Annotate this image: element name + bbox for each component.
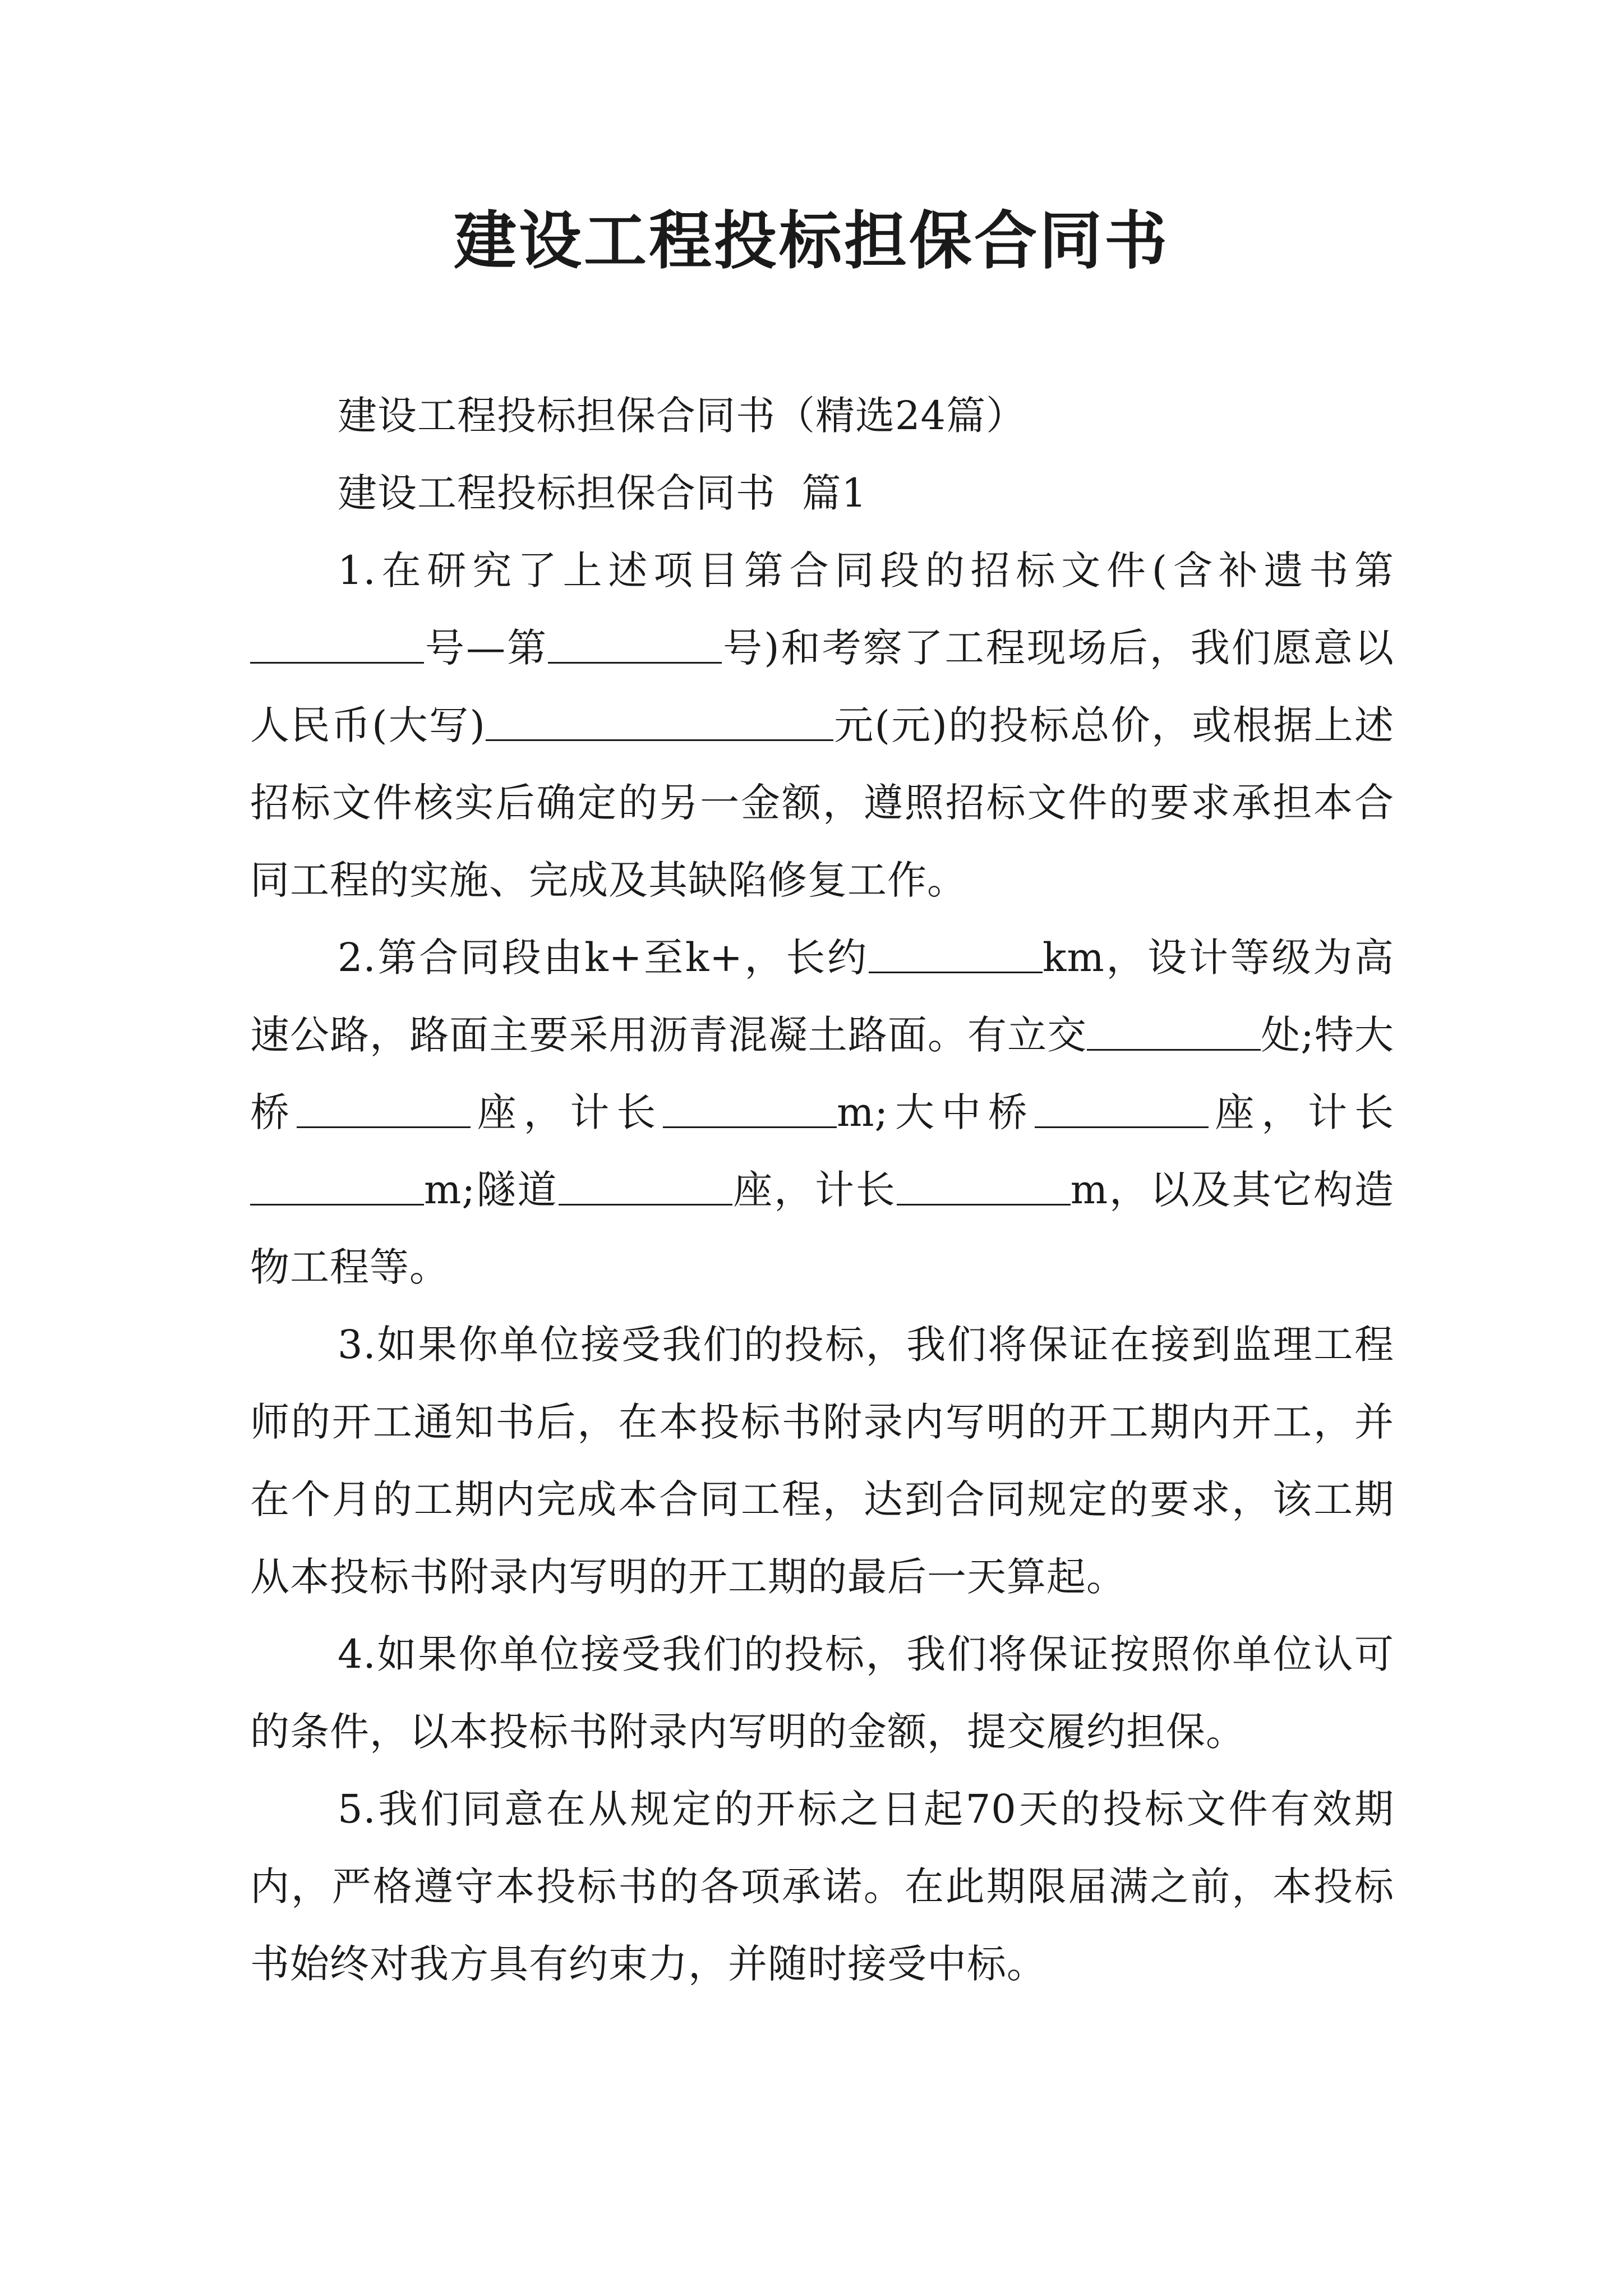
document-body	[250, 377, 1394, 2003]
blank-line	[897, 1166, 1071, 1205]
paragraph-4: 4.如果你单位接受我们的投标，我们将保证按照你单位认可的条件，以本投标书附录内写明的金额，提交履约担保。	[250, 1631, 1394, 1755]
section-heading: 建设工程投标担保合同书 篇1	[338, 470, 868, 516]
paragraph-1	[250, 532, 1394, 919]
paragraph-1-part-4: 元(元)的投标总价，或根据上述招标文件核实后确定的另一金额，遵照招标文件的要求承担本合同工程的实施、完成及其缺陷修复工作。	[250, 702, 1394, 903]
paragraph-2-part-3: 处;特大桥	[250, 1012, 1394, 1135]
paragraph-2-part-7: m;隧道	[424, 1167, 559, 1213]
paragraph-2-part-1: 2.第合同段由k+至k+，长约	[338, 935, 869, 981]
paragraph-2-part-8: 座，计长	[732, 1167, 897, 1213]
blank-line	[548, 624, 722, 664]
blank-line	[250, 624, 424, 664]
blank-line	[663, 1089, 837, 1128]
document-title: 建设工程投标担保合同书	[454, 204, 1169, 278]
paragraph-2-part-2: km，设计等级为高速公路，路面主要采用沥青混凝土路面。有立交	[250, 935, 1394, 1058]
paragraph-2-part-4: 座，计长	[470, 1089, 663, 1135]
paragraph-3: 3.如果你单位接受我们的投标，我们将保证在接到监理工程师的开工通知书后，在本投标书附录内写明的开工期内开工，并在个月的工期内完成本合同工程，达到合同规定的要求，该工期从本投标书附录内写明的开工期的最后一天算起。	[250, 1322, 1394, 1600]
blank-line	[559, 1166, 732, 1205]
paragraph-2-part-9: m，以及其它构造物工程等。	[250, 1167, 1394, 1290]
paragraph-1-part-3: 号)和考察了工程现场后，我们愿意以人民币(大写)	[250, 625, 1395, 748]
blank-line	[1087, 1011, 1261, 1051]
paragraph-2	[250, 919, 1394, 1306]
blank-line	[486, 702, 833, 741]
paragraph-1-part-2: 号—第	[424, 625, 548, 671]
subtitle: 建设工程投标担保合同书（精选24篇）	[338, 393, 1026, 439]
blank-line	[1035, 1089, 1209, 1128]
paragraph-2-part-5: m;大中桥	[837, 1089, 1035, 1135]
paragraph-5: 5.我们同意在从规定的开标之日起70天的投标文件有效期内，严格遵守本投标书的各项承诺。在此期限届满之前，本投标书始终对我方具有约束力，并随时接受中标。	[250, 1786, 1394, 1987]
blank-line	[297, 1089, 471, 1128]
blank-line	[869, 934, 1043, 973]
blank-line	[250, 1166, 424, 1205]
paragraph-2-part-6: 座，计长	[1208, 1089, 1394, 1135]
paragraph-1-part-1: 1.在研究了上述项目第合同段的招标文件(含补遗书第	[338, 547, 1394, 593]
